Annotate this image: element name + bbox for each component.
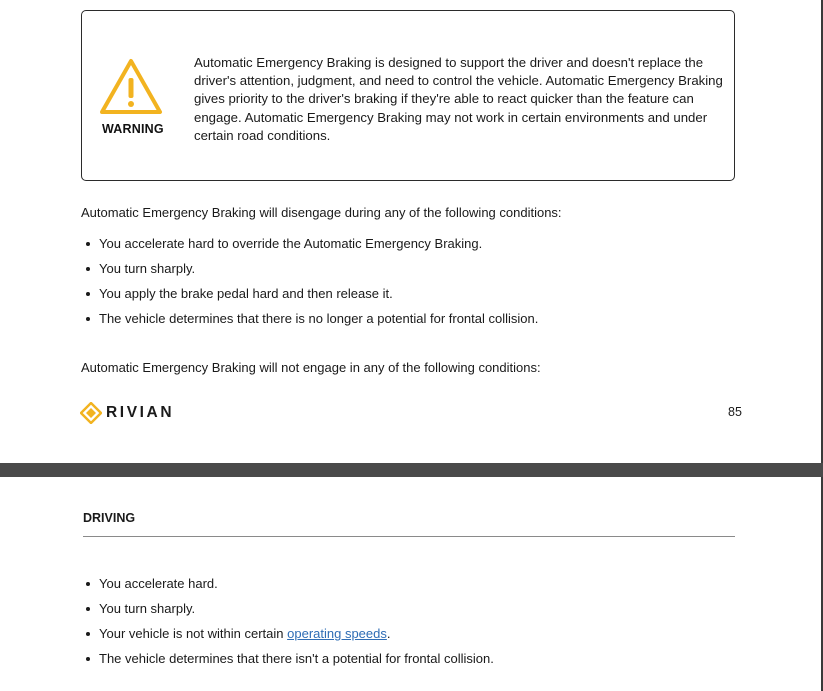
warning-box	[81, 10, 735, 181]
page-number: 85	[728, 405, 742, 419]
list-item: The vehicle determines that there is no longer a potential for frontal collision.	[81, 306, 538, 331]
speed-item-suffix: .	[386, 626, 391, 641]
speed-item-prefix: Your vehicle is not within certain	[99, 626, 288, 641]
brand-name: RIVIAN	[106, 404, 175, 421]
not-engage-list	[81, 571, 494, 671]
list-item: You turn sharply.	[81, 256, 538, 281]
document-page-86	[0, 477, 823, 691]
list-item: You apply the brake pedal hard and then release it.	[81, 281, 538, 306]
disengage-list	[81, 231, 538, 331]
disengage-intro: Automatic Emergency Braking will disengage during any of the following conditions:	[81, 205, 562, 220]
list-item	[81, 621, 494, 646]
list-item: You accelerate hard.	[81, 571, 494, 596]
rivian-logo	[80, 403, 174, 423]
section-divider	[83, 536, 735, 537]
section-title: DRIVING	[83, 511, 136, 525]
operating-speeds-link[interactable]: operating speeds	[287, 626, 387, 641]
rivian-compass-icon	[80, 402, 102, 424]
warning-text: Automatic Emergency Braking is designed to support the driver and doesn't replace the driver's attention, judgment, and need to control the vehicle. Automatic Emergency Braking gives priority to the driver's braking if they're able to react quicker than the feature can engage. Automatic Emergency Braking may not work in certain environments and under certain road conditions.	[194, 55, 723, 143]
not-engage-intro: Automatic Emergency Braking will not engage in any of the following conditions:	[81, 360, 541, 375]
list-item: You accelerate hard to override the Automatic Emergency Braking.	[81, 231, 538, 256]
warning-triangle-icon	[99, 57, 163, 117]
warning-label: WARNING	[102, 122, 164, 136]
list-item: The vehicle determines that there isn't a potential for frontal collision.	[81, 646, 494, 671]
list-item: You turn sharply.	[81, 596, 494, 621]
